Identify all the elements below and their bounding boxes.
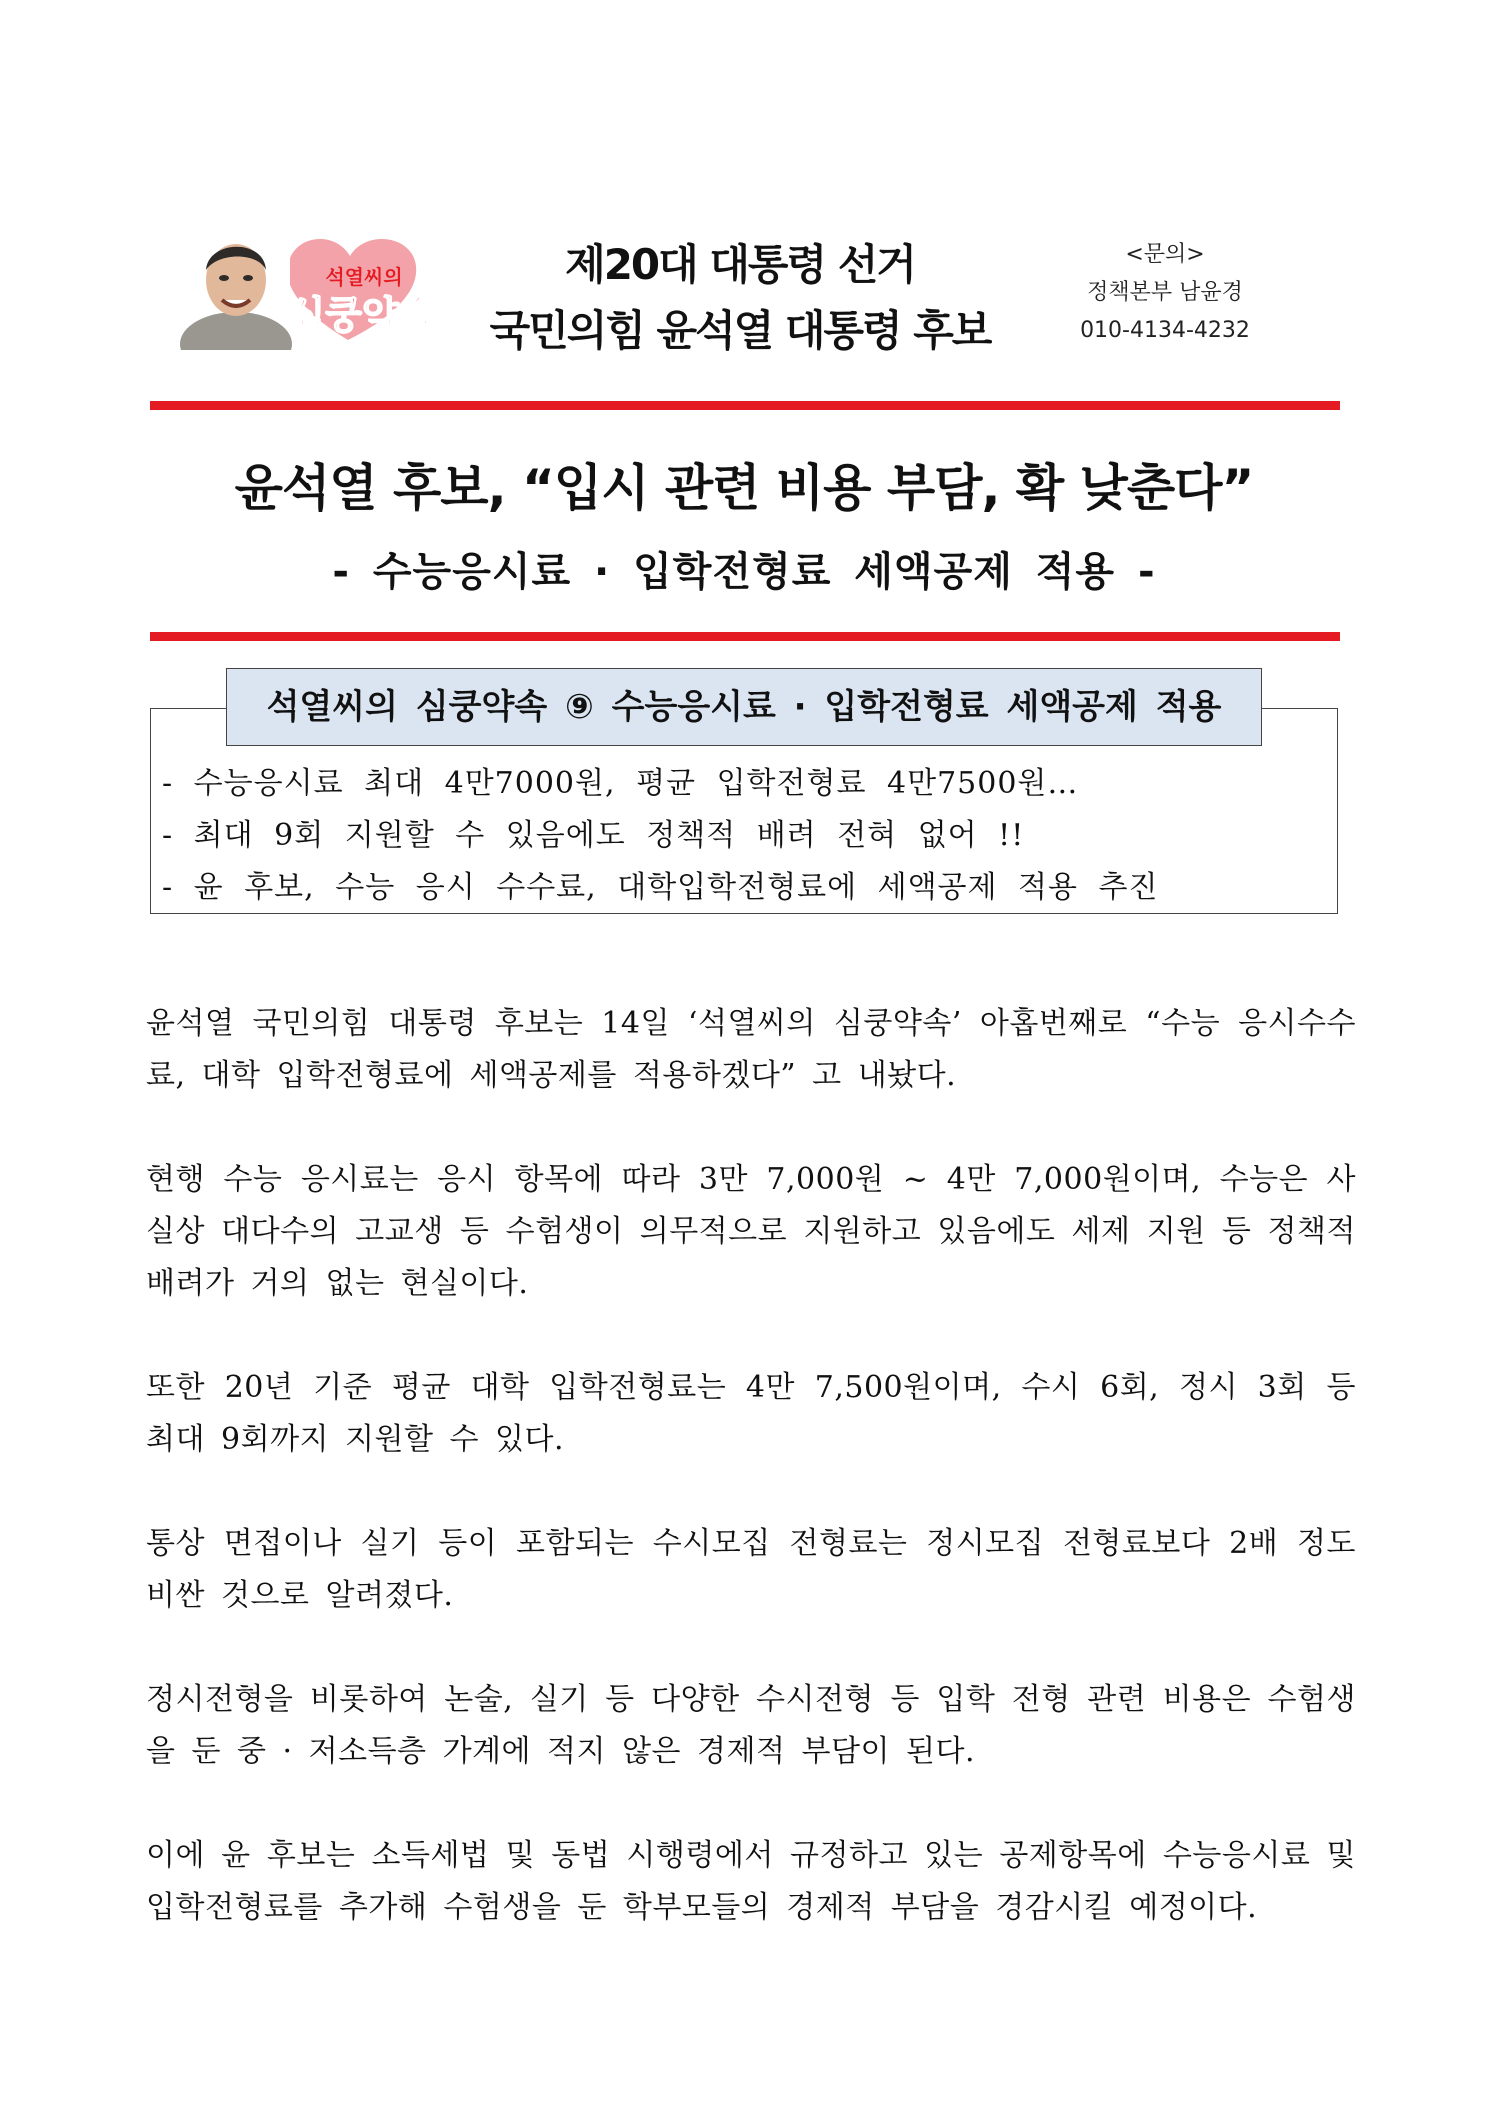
contact-label: <문의> bbox=[1125, 242, 1205, 267]
summary-list bbox=[162, 758, 1332, 914]
headline-subtitle: - 수능응시료 · 입학전형료 세액공제 적용 - bbox=[332, 549, 1156, 595]
election-title-line1: 제20대 대통령 선거 bbox=[565, 240, 915, 289]
summary-item: - 윤 후보, 수능 응시 수수료, 대학입학전형료에 세액공제 적용 추진 bbox=[162, 870, 1159, 905]
contact-department: 정책본부 남윤경 bbox=[1087, 280, 1243, 305]
contact-phone: 010-4134-4232 bbox=[1080, 318, 1250, 343]
summary-label: 석열씨의 심쿵약속 ⑨ 수능응시료 · 입학전형료 세액공제 적용 bbox=[226, 668, 1262, 746]
body-paragraph: 또한 20년 기준 평균 대학 입학전형료는 4만 7,500원이며, 수시 6회, 정시 3회 등 최대 9회까지 지원할 수 있다. bbox=[146, 1370, 1356, 1457]
red-divider-top bbox=[150, 401, 1340, 410]
election-title-line2: 국민의힘 윤석열 대통령 후보 bbox=[489, 306, 991, 355]
body-paragraph: 정시전형을 비롯하여 논술, 실기 등 다양한 수시전형 등 입학 전형 관련 비용은 수험생을 둔 중 · 저소득층 가계에 적지 않은 경제적 부담이 된다. bbox=[146, 1682, 1356, 1769]
campaign-logo bbox=[178, 222, 460, 350]
headline-title: 윤석열 후보, “입시 관련 비용 부담, 확 낮춘다” bbox=[234, 459, 1254, 517]
body-paragraph: 현행 수능 응시료는 응시 항목에 따라 3만 7,000원 ~ 4만 7,000원이며, 수능은 사실상 대다수의 고교생 등 수험생이 의무적으로 지원하고 있음에도 세제 지원 등 정책적 배려가 거의 없는 현실이다. bbox=[146, 1162, 1356, 1301]
logo-text-bottom: 심쿵약속 bbox=[288, 293, 436, 337]
body-paragraph: 윤석열 국민의힘 대통령 후보는 14일 ‘석열씨의 심쿵약속’ 아홉번째로 “수능 응시수수료, 대학 입학전형료에 세액공제를 적용하겠다” 고 내놨다. bbox=[146, 1006, 1356, 1093]
body-paragraph: 이에 윤 후보는 소득세법 및 동법 시행령에서 규정하고 있는 공제항목에 수능응시료 및 입학전형료를 추가해 수험생을 둔 학부모들의 경제적 부담을 경감시킬 예정이다. bbox=[146, 1838, 1356, 1925]
body-paragraph: 통상 면접이나 실기 등이 포함되는 수시모집 전형료는 정시모집 전형료보다 2배 정도 비싼 것으로 알려졌다. bbox=[146, 1526, 1356, 1613]
election-header-title bbox=[480, 232, 1000, 364]
summary-item: - 최대 9회 지원할 수 있음에도 정책적 배려 전혀 없어 !! bbox=[162, 818, 1025, 853]
logo-text-top: 석열씨의 bbox=[325, 265, 403, 289]
contact-info bbox=[1040, 236, 1290, 350]
summary-item: - 수능응시료 최대 4만7000원, 평균 입학전형료 4만7500원… bbox=[162, 766, 1079, 801]
article-body bbox=[146, 998, 1356, 1986]
red-divider-bottom bbox=[150, 632, 1340, 641]
logo-graphic bbox=[178, 222, 460, 350]
